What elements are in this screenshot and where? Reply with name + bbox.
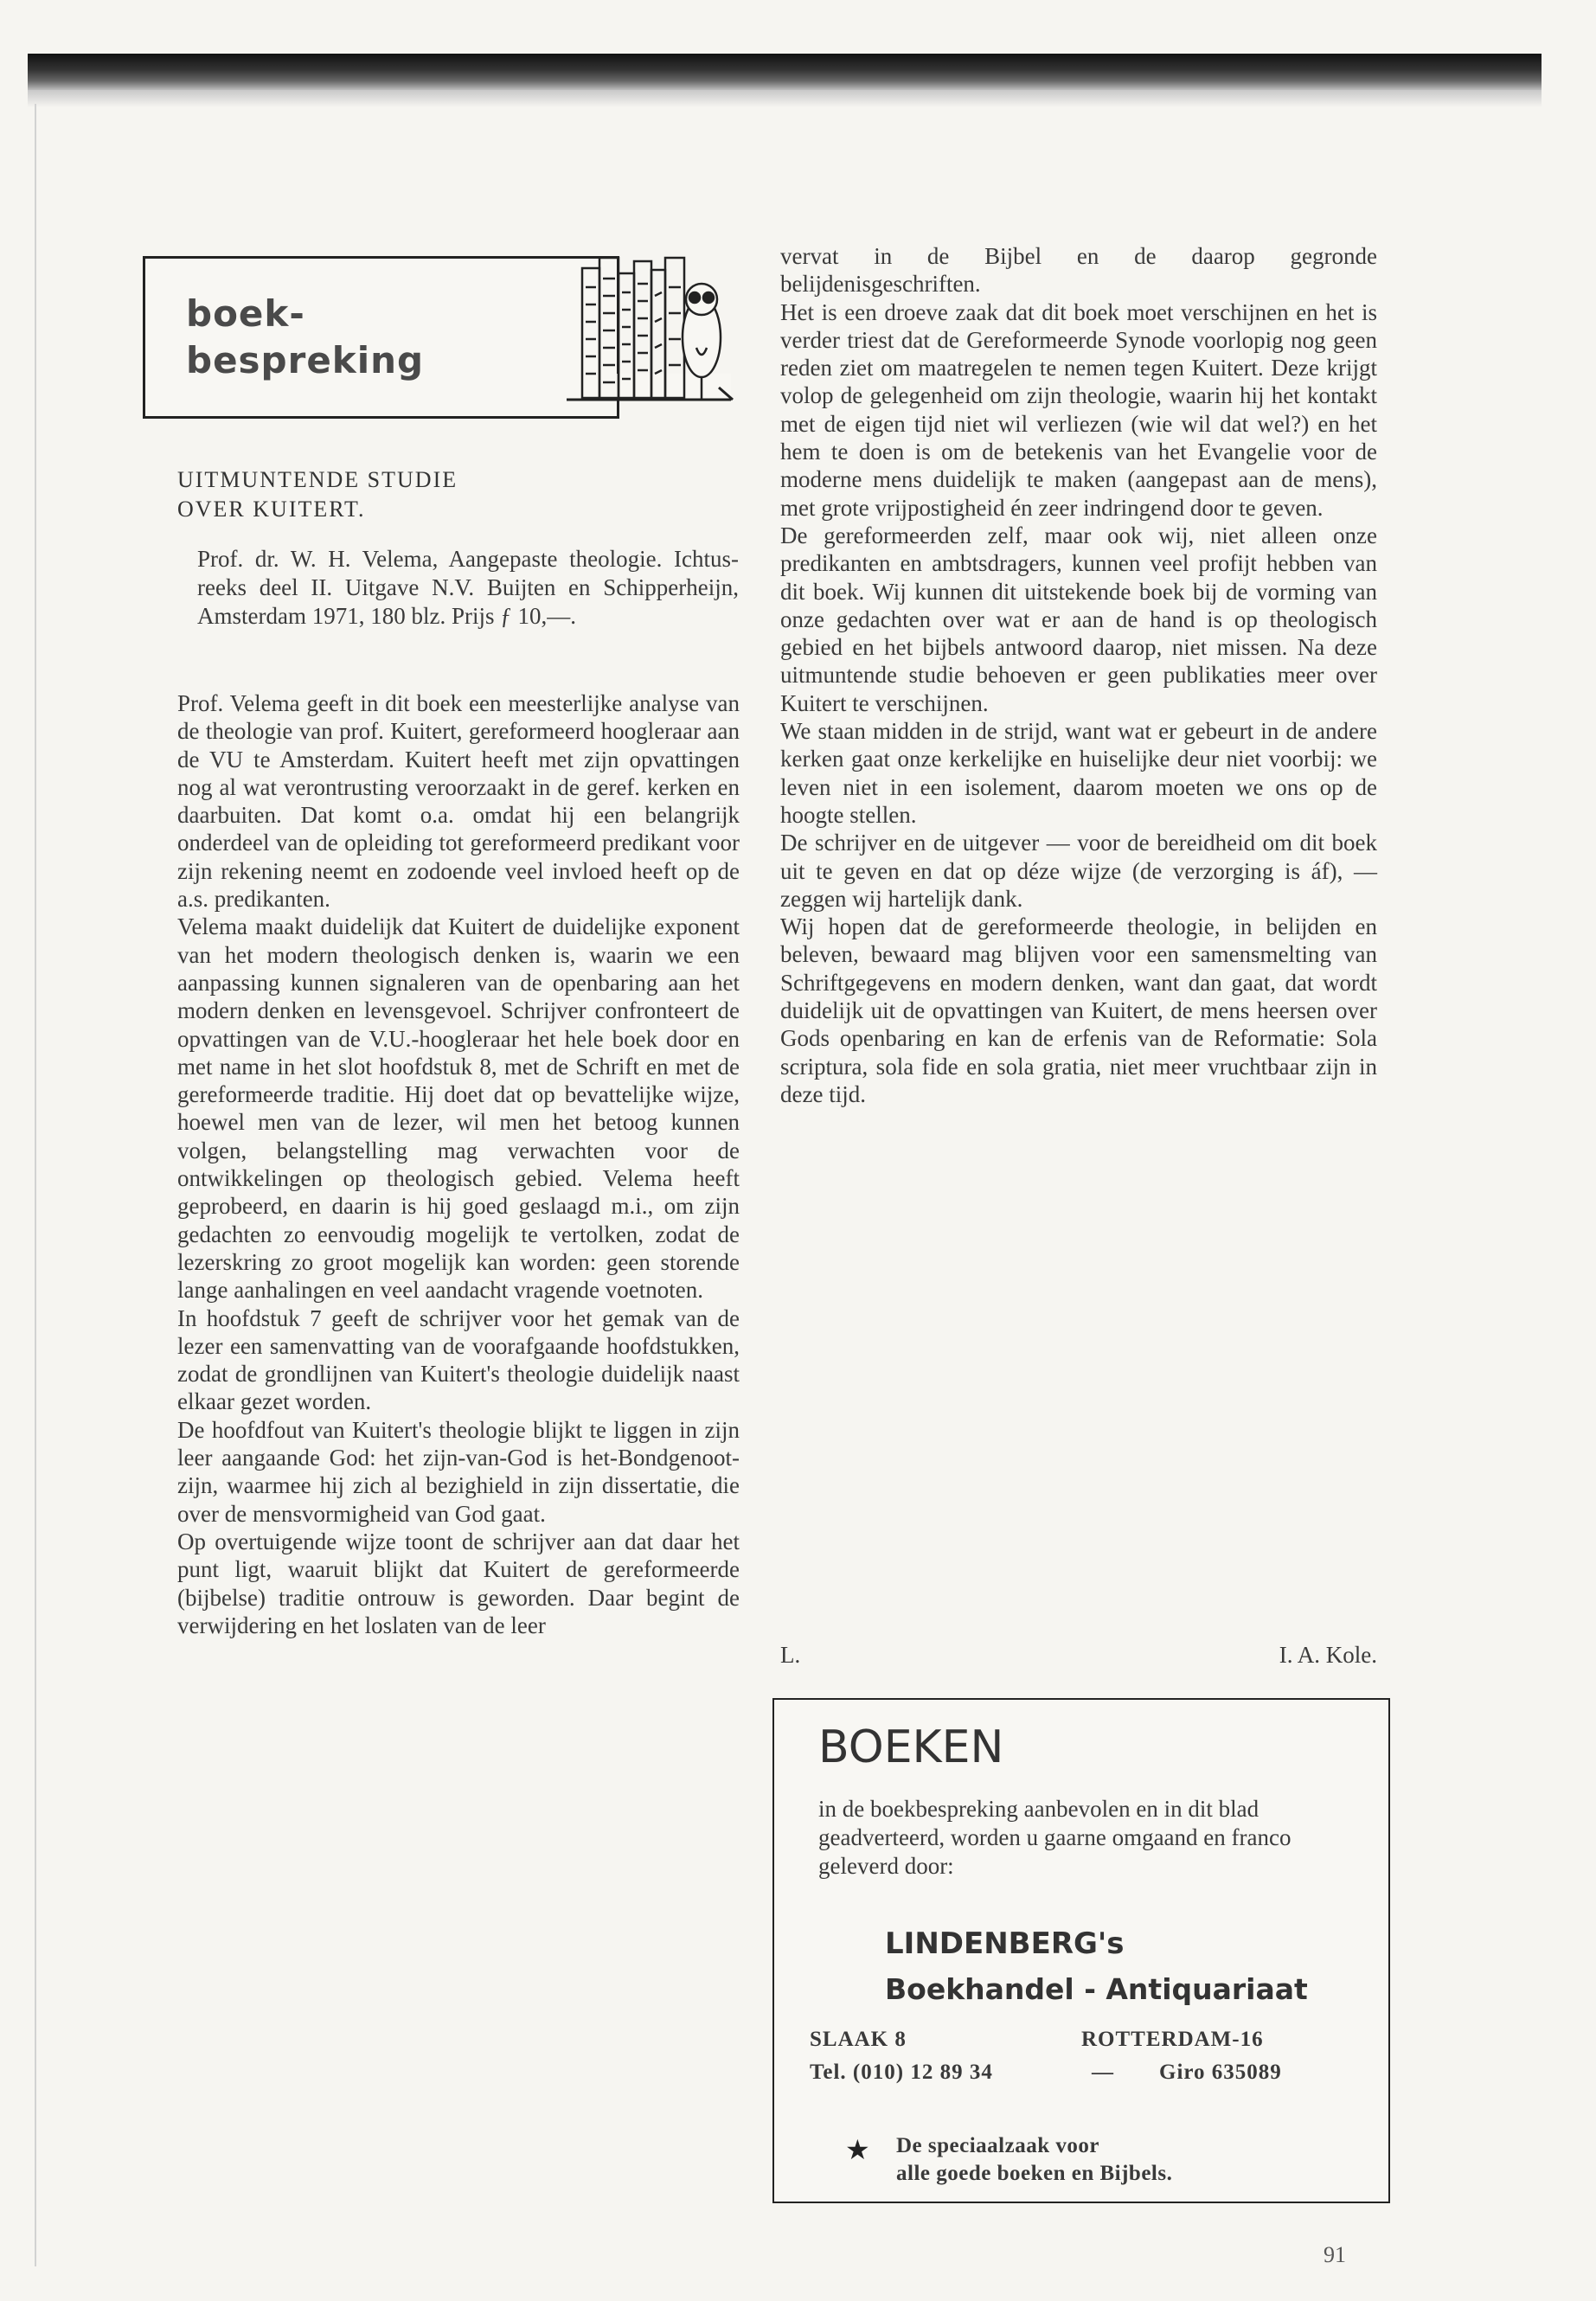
paragraph: vervat in de Bijbel en de daarop gegronde belijdenisgeschriften. (780, 243, 1377, 298)
ad-shop-name: LINDENBERG's (885, 1926, 1125, 1961)
ad-title: BOEKEN (818, 1721, 1004, 1773)
paragraph: In hoofdstuk 7 geeft de schrijver voor het gemak van de lezer een samenvatting van de voorafgaande hoofdstukken, zodat de grondlijnen van Kuitert's theologie duidelijk naast elkaar gezet worden. (177, 1304, 740, 1415)
books-owl-illustration (515, 235, 740, 434)
right-column (780, 242, 1377, 1108)
ad-address: SLAAK 8 (810, 2028, 907, 2051)
article-title (177, 465, 696, 524)
star-icon: ★ (845, 2134, 870, 2165)
ad-city: ROTTERDAM-16 (1081, 2028, 1264, 2051)
ad-note (896, 2132, 1172, 2188)
ad-shop-type: Boekhandel - Antiquariaat (885, 1972, 1308, 2006)
paragraph: Prof. Velema geeft in dit boek een meesterlijke analyse van de theologie van prof. Kuitert, gereformeerd hoogleraar aan de VU te Amsterdam. Kuitert heeft met zijn opvattingen nog al wat verontrusting veroorzaakt in de geref. kerken en daarbuiten. Dat komt o.a. omdat hij een belangrijk onderdeel van de opleiding tot gereformeerd predikant voor zijn rekening neemt en zodoende veel invloed heeft op de a.s. predikanten. (177, 690, 740, 913)
ad-note-line2: alle goede boeken en Bijbels. (896, 2162, 1173, 2185)
left-column (177, 689, 740, 1639)
top-print-shadow (28, 90, 1542, 107)
paragraph: Op overtuigende wijze toont de schrijver aan dat daar het punt ligt, waaruit blijkt dat Kuitert de gereformeerde (bijbelse) traditie ontrouw is geworden. Daar begint de verwijdering en het loslaten van de leer (177, 1528, 740, 1638)
signature-left: L. (780, 1642, 801, 1668)
ad-text: in de boekbespreking aanbevolen en in dit blad geadverteerd, worden u gaarne omgaand en franco geleverd door: (818, 1796, 1292, 1879)
paragraph: Velema maakt duidelijk dat Kuitert de duidelijke exponent van het modern theologisch denken is, waarin we een aanpassing kunnen signaleren van de openbaring aan het modern denken en levensgevoel. Schrijver confronteert de opvattingen van de V.U.-hoogleraar het hele boek door en met name in het slot hoofdstuk 8, met de Schrift en met de gereformeerde traditie. Hij doet dat op bevattelijke wijze, hoewel men van de lezer, wil men het betoog kunnen volgen, belangstelling mag verwachten voor de ontwikkelingen op theologisch gebied. Velema heeft geprobeerd, en daarin is hij goed geslaagd m.i., om zijn gedachten zo eenvoudig mogelijk te vertolken, zodat de lezerskring zo groot mogelijk kan worden: geen storende lange aanhalingen en veel aandacht vragende voetnoten. (177, 913, 740, 1304)
ad-phone: Tel. (010) 12 89 34 (810, 2061, 993, 2084)
article-title-line1: UITMUNTENDE STUDIE (177, 467, 458, 492)
paragraph: De schrijver en de uitgever — voor de bereidheid om dit boek uit te geven en dat op déze wijze (de verzorging is áf), — zeggen wij hartelijk dank. (780, 830, 1377, 912)
paragraph: Wij hopen dat de gereformeerde theologie, in belijden en beleven, bewaard mag blijven voor een samensmelting van Schriftgegevens en modern denken, want dan gaat, dat wordt duidelijk uit de opvattingen van Kuitert, de mens heersen over Gods openbaring en kan de erfenis van de Reformatie: Sola scriptura, sola fide en sola gratia, niet meer vruchtbaar zijn in deze tijd. (780, 913, 1377, 1107)
page-number: 91 (1324, 2242, 1346, 2267)
ad-dash: — (1092, 2061, 1114, 2084)
book-citation-text: Prof. dr. W. H. Velema, Aangepaste theologie. Ichtus-reeks deel II. Uitgave N.V. Buijten en Schipperheijn, Amsterdam 1971, 180 blz. Prijs ƒ 10,—. (197, 546, 739, 629)
paragraph: We staan midden in de strijd, want wat er gebeurt in de andere kerken gaat onze kerkelijke en huiselijke deur niet voorbij: we leven niet in een isolement, daarom moeten we ons op de hoogte stellen. (780, 718, 1377, 828)
paragraph: De gereformeerden zelf, maar ook wij, niet alleen onze predikanten en ambtsdragers, kunnen veel profijt hebben van dit boek. Wij kunnen dit uitstekende boek bij de vorming van onze gedachten over wat er aan de hand is op theologisch gebied en het bijbels antwoord daarop, niet missen. Na deze uitmuntende studie behoeven er geen publikaties meer over Kuitert te verschijnen. (780, 522, 1377, 716)
top-print-bar (28, 54, 1542, 90)
section-header-word1: boek- (186, 292, 305, 335)
article-title-line2: OVER KUITERT. (177, 497, 366, 522)
section-header-word2: bespreking (186, 339, 425, 381)
book-citation (197, 545, 739, 631)
paragraph: De hoofdfout van Kuitert's theologie blijkt te liggen in zijn leer aangaande God: het zijn-van-God is het-Bondgenoot-zijn, waarmee hij zich al bezighield in zijn dissertatie, die over de mensvormigheid van God gaat. (177, 1416, 740, 1527)
page-left-edge (35, 104, 36, 2266)
ad-note-line1: De speciaalzaak voor (896, 2134, 1099, 2157)
paragraph: Het is een droeve zaak dat dit boek moet verschijnen en het is verder triest dat de Gereformeerde Synode voorlopig nog geen reden ziet om maatregelen te nemen tegen Kuitert. Deze krijgt volop de gelegenheid om zijn theologie, waarin hij het kontakt met de eigen tijd niet wil verliezen (wie wil dat wel?) en het hem te doen is om de betekenis van het Evangelie voor de moderne mens duidelijk te maken (aangepast aan de mens), met grote vrijpostigheid én zeer indringend door te geven. (780, 298, 1377, 521)
signature-author: I. A. Kole. (1279, 1642, 1377, 1668)
ad-giro: Giro 635089 (1159, 2061, 1282, 2084)
